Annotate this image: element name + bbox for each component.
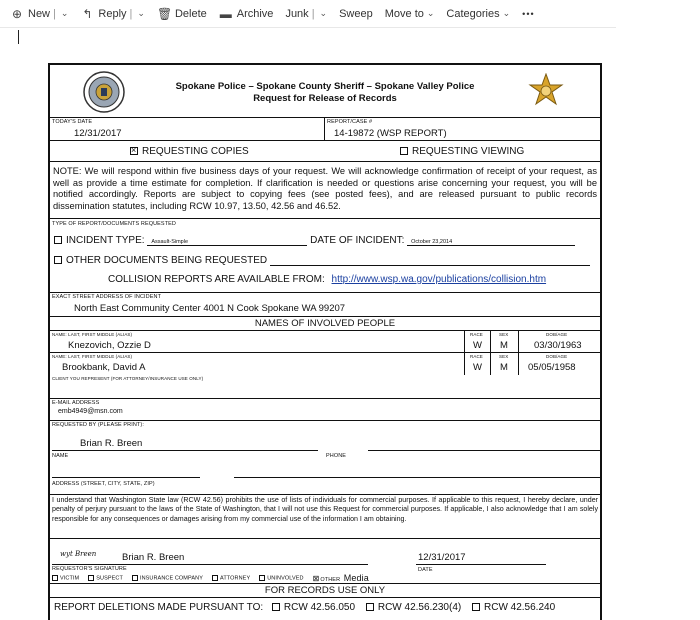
other-role-value: Media: [344, 573, 381, 584]
client-label: CLIENT YOU REPRESENT (FOR ATTORNEY/INSURANCE USE ONLY): [52, 376, 204, 381]
toolbar-divider: [0, 27, 616, 28]
other-documents-line: OTHER DOCUMENTS BEING REQUESTED: [54, 255, 590, 266]
records-request-form: [48, 63, 602, 620]
email-value: emb4949@msn.com: [58, 408, 123, 415]
sweep-button[interactable]: [335, 3, 377, 25]
deletions-row: REPORT DELETIONS MADE PURSUANT TO: RCW 42.56.050 RCW 42.56.230(4) RCW 42.56.240: [54, 602, 556, 613]
client-row: [50, 375, 600, 399]
archive-label: Archive: [236, 7, 274, 20]
reply-label: Reply: [98, 7, 127, 20]
reply-button[interactable]: ↰ Reply | ⌄: [82, 6, 145, 21]
requesting-copies-option: ×REQUESTING COPIES: [130, 146, 249, 157]
form-header: [50, 65, 600, 118]
report-case-value: 14-19872 (WSP REPORT): [334, 128, 447, 139]
signature-name: Brian R. Breen: [122, 552, 185, 563]
report-type-section: [50, 219, 600, 293]
chevron-down-icon[interactable]: ⌄: [319, 8, 328, 18]
person-race: W: [473, 362, 482, 373]
type-of-report-label: TYPE OF REPORT/DOCUMENTS REQUESTED: [52, 221, 177, 227]
person-name: Brookbank, David A: [62, 362, 146, 373]
phone-label: PHONE: [326, 453, 347, 459]
copies-checkbox: [130, 147, 138, 155]
sheriff-star-icon: [528, 73, 564, 109]
street-address-value: North East Community Center 4001 N Cook Spokane WA 99207: [74, 303, 346, 314]
requesting-viewing-option: REQUESTING VIEWING: [400, 146, 524, 157]
street-address-row: [50, 293, 600, 317]
note-row: [50, 162, 600, 219]
requested-by-label: REQUESTED BY (PLEASE PRINT):: [52, 422, 144, 428]
acknowledgment-text: I understand that Washington State law (RCW 42.56) prohibits the use of lists of individuals for commercial purposes. If applicable to this request, I hereby declare, under penalty of perjury pursuant to the laws of the State of Washington, that I will not use this Request for commercial purposes. If applicable, I also acknowledge that I am solely responsible for any consequences or damages arising from my commercial use of the information I am obtaining.: [52, 496, 598, 523]
report-case-label: REPORT/CASE #: [327, 119, 373, 125]
signature-image: wyt Breen: [60, 550, 97, 558]
trash-icon: 🗑: [156, 6, 173, 21]
requested-by-value: Brian R. Breen: [80, 438, 143, 449]
incident-type-value: Assault-Simple: [147, 239, 307, 246]
junk-button[interactable]: Junk | ⌄: [285, 7, 328, 20]
person-sex: M: [500, 362, 508, 373]
categories-label: Categories: [446, 7, 500, 20]
names-header: NAMES OF INVOLVED PEOPLE: [254, 318, 396, 329]
person-dob: 03/30/1963: [534, 340, 582, 351]
incident-type-line: INCIDENT TYPE: Assault-Simple DATE OF INCIDENT: October 23,2014: [54, 235, 575, 246]
archive-box-icon: ▬: [219, 6, 232, 21]
delete-button[interactable]: [153, 3, 211, 25]
todays-date-value: 12/31/2017: [74, 128, 122, 139]
categories-button[interactable]: [442, 3, 514, 25]
command-toolbar: [0, 0, 700, 27]
text-cursor: [18, 30, 19, 44]
archive-button[interactable]: [215, 3, 278, 25]
records-use-header: FOR RECORDS USE ONLY: [264, 585, 386, 596]
new-label: New: [28, 7, 51, 20]
viewing-checkbox: [400, 147, 408, 155]
reply-arrow-icon: ↰: [82, 6, 93, 21]
signature-section: [50, 539, 600, 584]
requested-by-section: [50, 421, 600, 495]
email-label: E-MAIL ADDRESS: [52, 400, 100, 406]
date-label: DATE: [418, 567, 433, 573]
email-row: [50, 399, 600, 421]
todays-date-label: TODAY'S DATE: [52, 119, 93, 125]
form-subtitle: Request for Release of Records: [253, 93, 397, 104]
junk-label: Junk: [285, 7, 309, 20]
signature-date: 12/31/2017: [418, 552, 466, 563]
delete-label: Delete: [174, 7, 207, 20]
records-use-row: [50, 584, 600, 598]
new-button[interactable]: ⊕ New | ⌄: [11, 6, 69, 21]
collision-line: COLLISION REPORTS ARE AVAILABLE FROM: http://www.wsp.wa.gov/publications/collision.htm: [108, 274, 547, 285]
person-name: Knezovich, Ozzie D: [68, 340, 151, 351]
request-type-row: [50, 141, 600, 162]
move-to-label: Move to: [384, 7, 424, 20]
form-title: Spokane Police – Spokane County Sheriff – Spokane Valley Police: [175, 81, 475, 92]
person-race: W: [473, 340, 482, 351]
sweep-label: Sweep: [339, 7, 373, 20]
chevron-down-icon: ⌄: [502, 8, 511, 18]
date-case-row: [50, 118, 600, 141]
move-to-button[interactable]: [381, 3, 439, 25]
collision-url-link[interactable]: http://www.wsp.wa.gov/publications/collision.htm: [331, 274, 547, 285]
requestor-signature-label: REQUESTOR'S SIGNATURE: [52, 566, 127, 572]
names-header-row: [50, 317, 600, 331]
chevron-down-icon: ⌄: [426, 8, 435, 18]
chevron-down-icon[interactable]: ⌄: [137, 8, 145, 18]
address-label: ADDRESS (STREET, CITY, STATE, ZIP): [52, 481, 155, 487]
name-label: NAME: [52, 453, 69, 459]
role-options: VICTIM SUSPECT INSURANCE COMPANY ATTORNEY UNINVOLVED ⊠OTHER Media: [52, 573, 381, 583]
chevron-down-icon[interactable]: ⌄: [60, 8, 69, 18]
more-dots-icon: •••: [522, 8, 535, 19]
incident-type-checkbox: [54, 236, 62, 244]
more-actions-button[interactable]: [518, 3, 538, 25]
date-of-incident-value: October 23,2014: [407, 239, 575, 246]
person-sex: M: [500, 340, 508, 351]
plus-circle-icon: ⊕: [11, 6, 23, 21]
deletions-label: REPORT DELETIONS MADE PURSUANT TO:: [54, 602, 264, 613]
acknowledgment-row: [50, 495, 600, 539]
note-text: NOTE: We will respond within five business days of your request. We will acknowledge confirmation of receipt of your request, as well as provide a time estimate for completion. If clarification is needed or questions arise concerning your request, you will be notified accordingly. Reports are subject to copying fees (see posted fees), and are released pursuant to public records dissemination statutes, including RCW 10.97, 13.50, 42.56 and 46.52.: [53, 166, 597, 211]
other-documents-checkbox: [54, 256, 62, 264]
person-row-2: NAME: LAST, FIRST MIDDLE (ALIAS) RACE SEX DOB/AGE Brookbank, David A W M 05/05/1958: [52, 354, 576, 373]
street-address-label: EXACT STREET ADDRESS OF INCIDENT: [52, 294, 162, 300]
person-row-1: NAME: LAST, FIRST MIDDLE (ALIAS) RACE SEX DOB/AGE Knezovich, Ozzie D W M 03/30/1963: [50, 331, 600, 353]
person-dob: 05/05/1958: [528, 362, 576, 373]
